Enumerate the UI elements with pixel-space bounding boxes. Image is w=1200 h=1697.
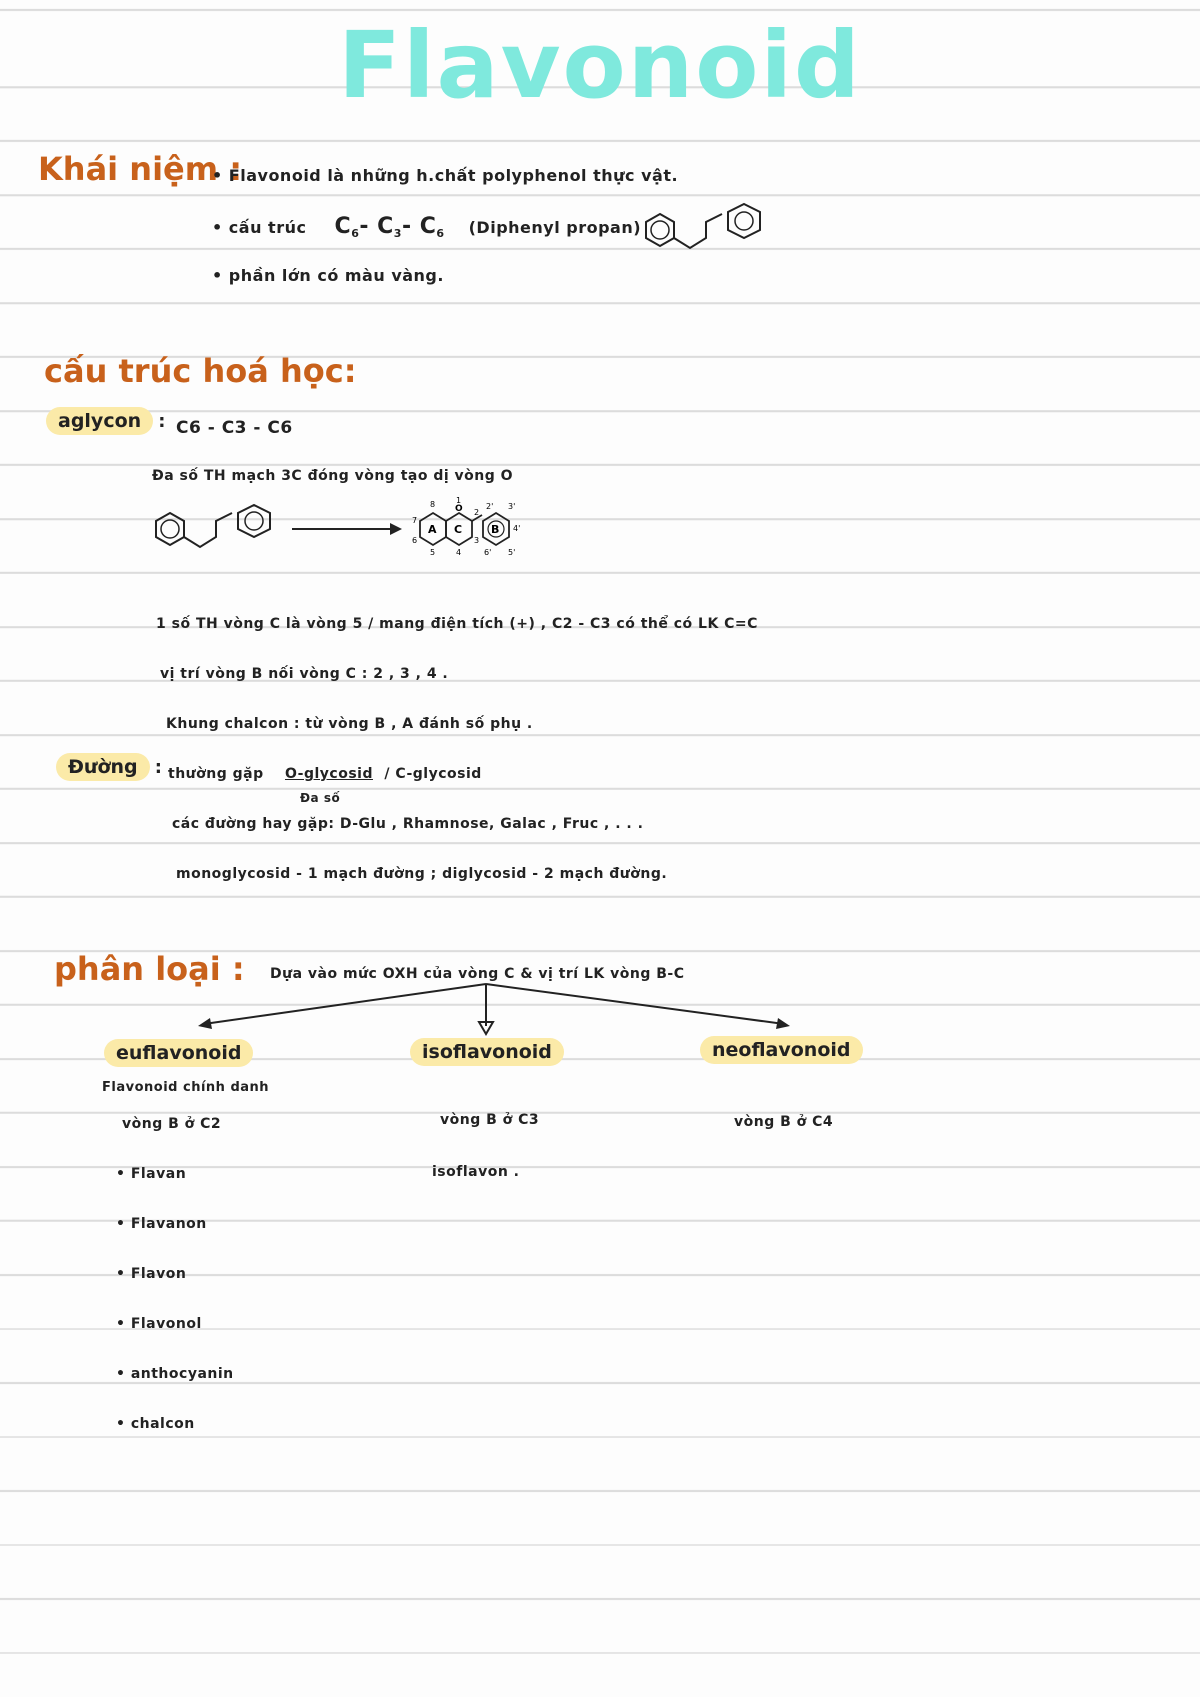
section-heading-khai-niem: Khái niệm :	[38, 150, 243, 188]
euflavonoid-position: vòng B ở C2	[122, 1116, 222, 1132]
oxygen-label: O	[455, 504, 463, 514]
page-title: Flavonoid	[338, 12, 862, 119]
ring-c-label: C	[454, 523, 463, 536]
position-3p: 3'	[508, 502, 516, 511]
isoflavonoid-highlight: isoflavonoid	[410, 1038, 564, 1066]
section-heading-cau-truc: cấu trúc hoá học:	[44, 352, 357, 390]
member-anthocyanin: • anthocyanin	[116, 1366, 234, 1382]
sugar-line-3: monoglycosid - 1 mạch đường ; diglycosid - 2 mạch đường.	[176, 866, 668, 882]
member-flavon: • Flavon	[116, 1266, 187, 1282]
concept-line-2	[212, 214, 641, 239]
member-flavanon: • Flavanon	[116, 1216, 207, 1232]
position-1: 1	[456, 496, 462, 505]
structure-note-3: Khung chalcon : từ vòng B , A đánh số phụ .	[166, 716, 533, 732]
classification-criteria: Dựa vào mức OXH của vòng C & vị trí LK vòng B-C	[270, 966, 685, 982]
ring-b-label: B	[491, 523, 500, 536]
position-8: 8	[430, 500, 436, 509]
concept-line-3: • phần lớn có màu vàng.	[212, 266, 444, 285]
position-4: 4	[456, 548, 462, 557]
euflavonoid-desc: Flavonoid chính danh	[102, 1080, 270, 1095]
position-2: 2	[474, 508, 480, 517]
neoflavonoid-highlight: neoflavonoid	[700, 1036, 863, 1064]
member-flavan: • Flavan	[116, 1166, 187, 1182]
diphenylpropane-to-flavan-diagram	[150, 495, 560, 565]
classification-arrows	[190, 980, 800, 1040]
concept-line-1: • Flavonoid là những h.chất polyphenol thực vật.	[212, 166, 679, 185]
group-neoflavonoid	[700, 1039, 863, 1061]
position-3: 3	[474, 536, 480, 545]
ring-closure-note: Đa số TH mạch 3C đóng vòng tạo dị vòng O	[152, 468, 514, 484]
diphenylpropane-structure	[640, 200, 780, 260]
section-heading-phan-loai: phân loại :	[54, 950, 245, 988]
group-isoflavonoid	[410, 1041, 564, 1063]
formula-note: (Diphenyl propan)	[468, 218, 642, 237]
euflavonoid-highlight: euflavonoid	[104, 1039, 253, 1067]
position-5p: 5'	[508, 548, 516, 557]
group-euflavonoid	[104, 1042, 253, 1064]
position-7: 7	[412, 516, 418, 525]
sugar-line-1: thường gặp O-glycosid / C-glycosid	[168, 766, 482, 782]
o-glycosid: O-glycosid	[284, 766, 373, 782]
open-chain-structure	[156, 505, 270, 547]
sugar-row: Đường :	[56, 756, 162, 778]
neoflavonoid-position: vòng B ở C4	[734, 1114, 834, 1130]
position-4p: 4'	[513, 524, 521, 533]
aglycon-highlight: aglycon	[46, 407, 153, 435]
structure-note-1: 1 số TH vòng C là vòng 5 / mang điện tích (+) , C2 - C3 có thể có LK C=C	[156, 616, 758, 632]
majority-note: Đa số	[300, 791, 341, 805]
position-2p: 2'	[486, 502, 494, 511]
aglycon-formula: C6 - C3 - C6	[176, 418, 293, 438]
structure-note-2: vị trí vòng B nối vòng C : 2 , 3 , 4 .	[160, 666, 449, 682]
formula-c6c3c6: C6- C3- C6	[334, 214, 445, 240]
position-5: 5	[430, 548, 436, 557]
ring-a-label: A	[428, 523, 437, 536]
concept-structure-label: • cấu trúc	[212, 218, 307, 237]
sugar-line-2: các đường hay gặp: D-Glu , Rhamnose, Galac , Fruc , . . .	[172, 816, 644, 832]
sugar-highlight: Đường	[56, 753, 150, 781]
position-6p: 6'	[484, 548, 492, 557]
member-isoflavon: isoflavon .	[432, 1164, 520, 1180]
member-chalcon: • chalcon	[116, 1416, 195, 1432]
member-flavonol: • Flavonol	[116, 1316, 202, 1332]
position-6: 6	[412, 536, 418, 545]
isoflavonoid-position: vòng B ở C3	[440, 1112, 540, 1128]
aglycon-row: aglycon :	[46, 410, 165, 432]
